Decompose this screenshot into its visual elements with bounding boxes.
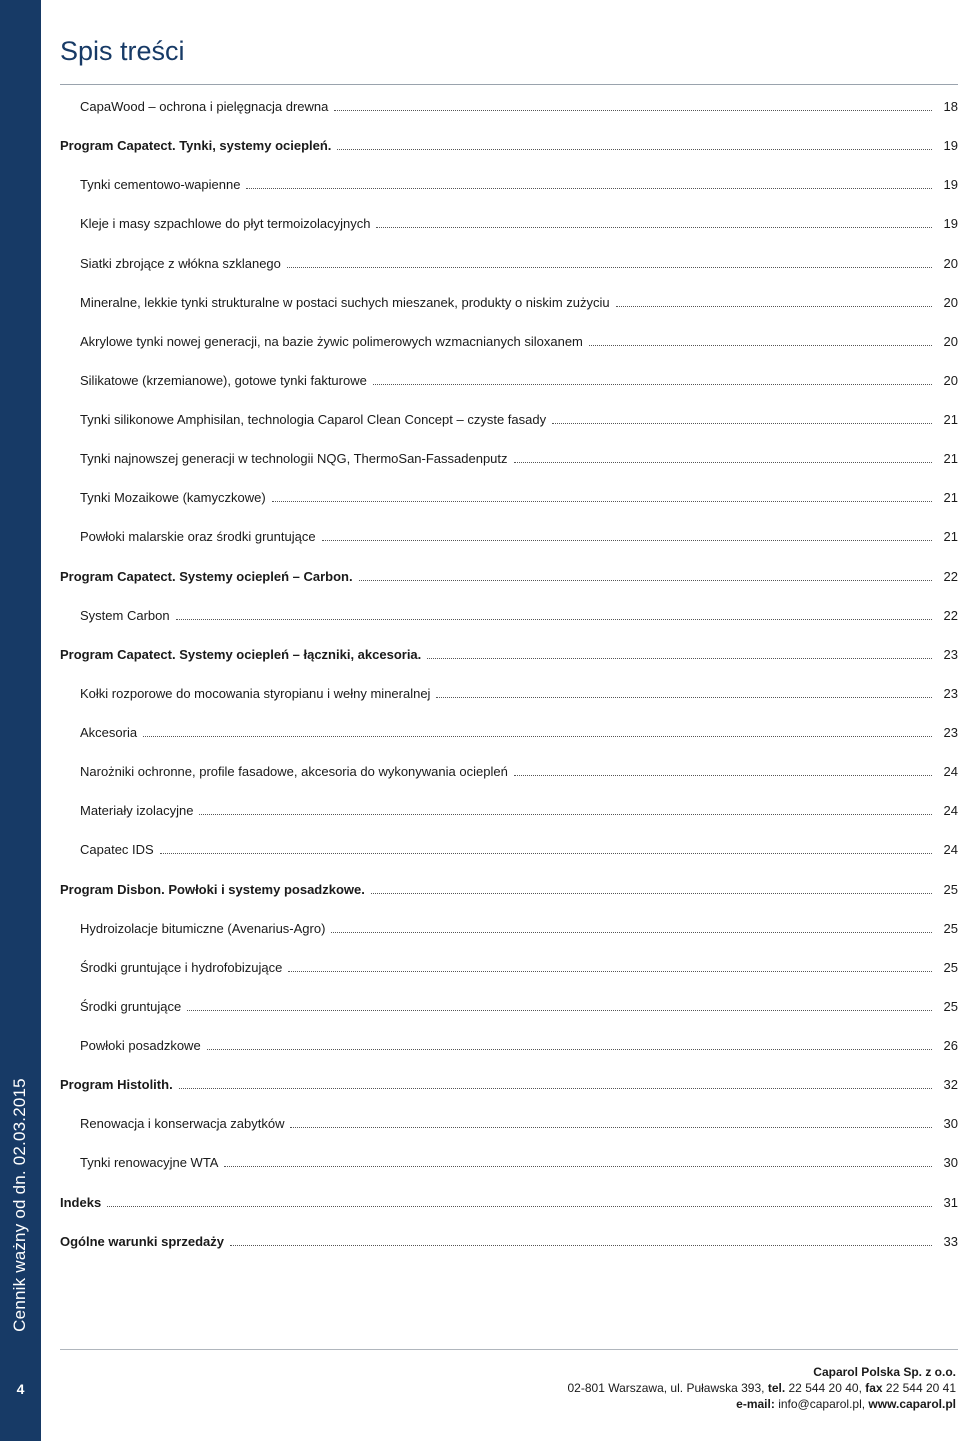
toc-page-number: 21	[943, 529, 958, 545]
toc-entry-row[interactable]	[60, 478, 958, 517]
toc-entry-row[interactable]	[60, 400, 958, 439]
toc-page-number: 30	[943, 1155, 958, 1171]
toc-entry-label: Tynki cementowo-wapienne	[80, 177, 241, 193]
footer	[568, 1364, 957, 1412]
toc-page-number: 21	[943, 490, 958, 506]
toc-entry-row[interactable]	[60, 204, 958, 243]
toc-dot-leader	[371, 893, 932, 894]
toc-page-number: 31	[943, 1194, 958, 1210]
toc-entry-label: Indeks	[60, 1194, 102, 1210]
sidebar	[0, 0, 41, 1441]
toc-entry-row[interactable]	[60, 1026, 958, 1065]
toc-dot-leader	[143, 736, 932, 737]
toc-dot-leader	[376, 227, 932, 228]
toc-entry-label: Mineralne, lekkie tynki strukturalne w postaci suchych mieszanek, produkty o niskim zużyciu	[80, 294, 610, 310]
email-link[interactable]: info@caparol.pl,	[774, 1397, 869, 1411]
toc-dot-leader	[246, 188, 932, 189]
toc-entry-label: Hydroizolacje bitumiczne (Avenarius-Agro)	[80, 920, 326, 936]
toc-page-number: 24	[943, 842, 958, 858]
toc-entry-label: Środki gruntujące	[80, 998, 182, 1014]
toc-page-number: 33	[943, 1233, 958, 1249]
company-name: Caparol Polska Sp. z o.o.	[813, 1365, 956, 1379]
toc-page-number: 20	[943, 294, 958, 310]
toc-dot-leader	[287, 267, 932, 268]
toc-page-number: 19	[943, 138, 958, 154]
toc-dot-leader	[288, 971, 932, 972]
toc-page-number: 22	[943, 607, 958, 623]
toc-dot-leader	[322, 540, 932, 541]
toc-dot-leader	[616, 306, 932, 307]
toc-entry-label: Tynki Mozaikowe (kamyczkowe)	[80, 490, 266, 506]
toc-page-number: 20	[943, 255, 958, 271]
toc-dot-leader	[514, 462, 932, 463]
toc-entry-row[interactable]	[60, 674, 958, 713]
toc-dot-leader	[224, 1166, 932, 1167]
toc-section-row[interactable]	[60, 1183, 958, 1222]
toc-entry-label: Tynki najnowszej generacji w technologii NQG, ThermoSan-Fassadenputz	[80, 451, 508, 467]
toc-entry-label: Program Histolith.	[60, 1077, 173, 1093]
email-label: e-mail:	[736, 1397, 775, 1411]
toc-dot-leader	[160, 853, 932, 854]
toc-entry-row[interactable]	[60, 752, 958, 791]
toc-entry-label: Capatec IDS	[80, 842, 154, 858]
toc-entry-row[interactable]	[60, 1104, 958, 1143]
toc-page-number: 19	[943, 216, 958, 232]
toc-entry-row[interactable]	[60, 361, 958, 400]
toc-dot-leader	[331, 932, 932, 933]
toc-dot-leader	[334, 110, 932, 111]
validity-date: Cennik ważny od dn. 02.03.2015	[10, 1078, 29, 1332]
toc-page-number: 25	[943, 998, 958, 1014]
fax-number: 22 544 20 41	[882, 1381, 956, 1395]
toc-section-row[interactable]	[60, 635, 958, 674]
toc-entry-row[interactable]	[60, 1143, 958, 1182]
toc-dot-leader	[552, 423, 932, 424]
toc-page-number: 21	[943, 412, 958, 428]
toc-entry-label: Tynki silikonowe Amphisilan, technologia Caparol Clean Concept – czyste fasady	[80, 412, 547, 428]
toc-dot-leader	[589, 345, 932, 346]
fax-label: fax	[865, 1381, 883, 1395]
toc-page-number: 23	[943, 646, 958, 662]
toc-section-row[interactable]	[60, 557, 958, 596]
toc-entry-label: Narożniki ochronne, profile fasadowe, akcesoria do wykonywania ociepleń	[80, 764, 508, 780]
toc-entry-row[interactable]	[60, 948, 958, 987]
toc-entry-label: Powłoki malarskie oraz środki gruntujące	[80, 529, 316, 545]
toc-section-row[interactable]	[60, 1222, 958, 1261]
toc-entry-label: Materiały izolacyjne	[80, 803, 194, 819]
toc-entry-label: Renowacja i konserwacja zabytków	[80, 1116, 285, 1132]
toc-page-number: 25	[943, 881, 958, 897]
toc-entry-label: CapaWood – ochrona i pielęgnacja drewna	[80, 99, 329, 115]
toc-page-number: 19	[943, 177, 958, 193]
toc-dot-leader	[187, 1010, 932, 1011]
toc-section-row[interactable]	[60, 870, 958, 909]
toc-dot-leader	[436, 697, 932, 698]
toc-entry-label: Program Disbon. Powłoki i systemy posadzkowe.	[60, 881, 365, 897]
toc-dot-leader	[272, 501, 932, 502]
toc-entry-label: Powłoki posadzkowe	[80, 1038, 201, 1054]
toc-page-number: 24	[943, 764, 958, 780]
toc-dot-leader	[230, 1245, 932, 1246]
toc-entry-row[interactable]	[60, 596, 958, 635]
toc-page-number: 24	[943, 803, 958, 819]
toc-entry-row[interactable]	[60, 322, 958, 361]
toc-dot-leader	[427, 658, 932, 659]
toc-entry-label: Silikatowe (krzemianowe), gotowe tynki fakturowe	[80, 372, 367, 388]
address: 02-801 Warszawa, ul. Puławska 393,	[567, 1381, 768, 1395]
toc-page-number: 25	[943, 959, 958, 975]
toc-page-number: 23	[943, 685, 958, 701]
toc-page-number: 20	[943, 333, 958, 349]
toc-page-number: 20	[943, 372, 958, 388]
toc-entry-row[interactable]	[60, 439, 958, 478]
toc-entry-label: Kołki rozporowe do mocowania styropianu i wełny mineralnej	[80, 685, 431, 701]
toc-entry-label: Tynki renowacyjne WTA	[80, 1155, 219, 1171]
toc-dot-leader	[179, 1088, 932, 1089]
page-number: 4	[16, 1381, 25, 1397]
toc-entry-row[interactable]	[60, 283, 958, 322]
toc-entry-row[interactable]	[60, 517, 958, 556]
toc-entry-label: Program Capatect. Tynki, systemy ociepleń.	[60, 138, 332, 154]
toc-dot-leader	[290, 1127, 932, 1128]
tel-number: 22 544 20 40,	[785, 1381, 866, 1395]
web-line	[568, 1396, 957, 1412]
contact-line	[568, 1380, 957, 1396]
toc-page-number: 32	[943, 1077, 958, 1093]
toc-entry-label: Ogólne warunki sprzedaży	[60, 1233, 224, 1249]
toc-page-number: 21	[943, 451, 958, 467]
table-of-contents	[60, 87, 958, 1261]
toc-entry-label: Akcesoria	[80, 725, 138, 741]
toc-section-row[interactable]	[60, 1065, 958, 1104]
toc-entry-label: Akrylowe tynki nowej generacji, na bazie żywic polimerowych wzmacnianych siloxanem	[80, 333, 583, 349]
toc-entry-label: Program Capatect. Systemy ociepleń – Carbon.	[60, 568, 353, 584]
toc-dot-leader	[107, 1206, 932, 1207]
toc-page-number: 22	[943, 568, 958, 584]
toc-dot-leader	[176, 619, 932, 620]
toc-entry-label: Kleje i masy szpachlowe do płyt termoizolacyjnych	[80, 216, 371, 232]
toc-entry-row[interactable]	[60, 909, 958, 948]
footer-divider	[60, 1349, 958, 1350]
toc-entry-row[interactable]	[60, 791, 958, 830]
page-title: Spis treści	[60, 36, 185, 66]
tel-label: tel.	[767, 1381, 786, 1395]
toc-dot-leader	[359, 580, 932, 581]
toc-page-number: 18	[943, 99, 958, 115]
toc-dot-leader	[514, 775, 932, 776]
toc-dot-leader	[337, 149, 932, 150]
toc-entry-row[interactable]	[60, 713, 958, 752]
toc-entry-row[interactable]	[60, 87, 958, 126]
toc-entry-row[interactable]	[60, 830, 958, 869]
toc-page-number: 26	[943, 1038, 958, 1054]
toc-entry-label: Siatki zbrojące z włókna szklanego	[80, 255, 281, 271]
toc-entry-label: Środki gruntujące i hydrofobizujące	[80, 959, 283, 975]
toc-page-number: 25	[943, 920, 958, 936]
toc-entry-row[interactable]	[60, 244, 958, 283]
toc-dot-leader	[373, 384, 932, 385]
toc-page-number: 23	[943, 725, 958, 741]
toc-dot-leader	[207, 1049, 932, 1050]
toc-entry-label: System Carbon	[80, 607, 170, 623]
toc-entry-row[interactable]	[60, 165, 958, 204]
toc-page-number: 30	[943, 1116, 958, 1132]
website-link[interactable]: www.caparol.pl	[868, 1397, 956, 1411]
toc-section-row[interactable]	[60, 126, 958, 165]
toc-entry-label: Program Capatect. Systemy ociepleń – łączniki, akcesoria.	[60, 646, 422, 662]
title-divider	[60, 84, 958, 85]
toc-dot-leader	[199, 814, 932, 815]
toc-entry-row[interactable]	[60, 987, 958, 1026]
